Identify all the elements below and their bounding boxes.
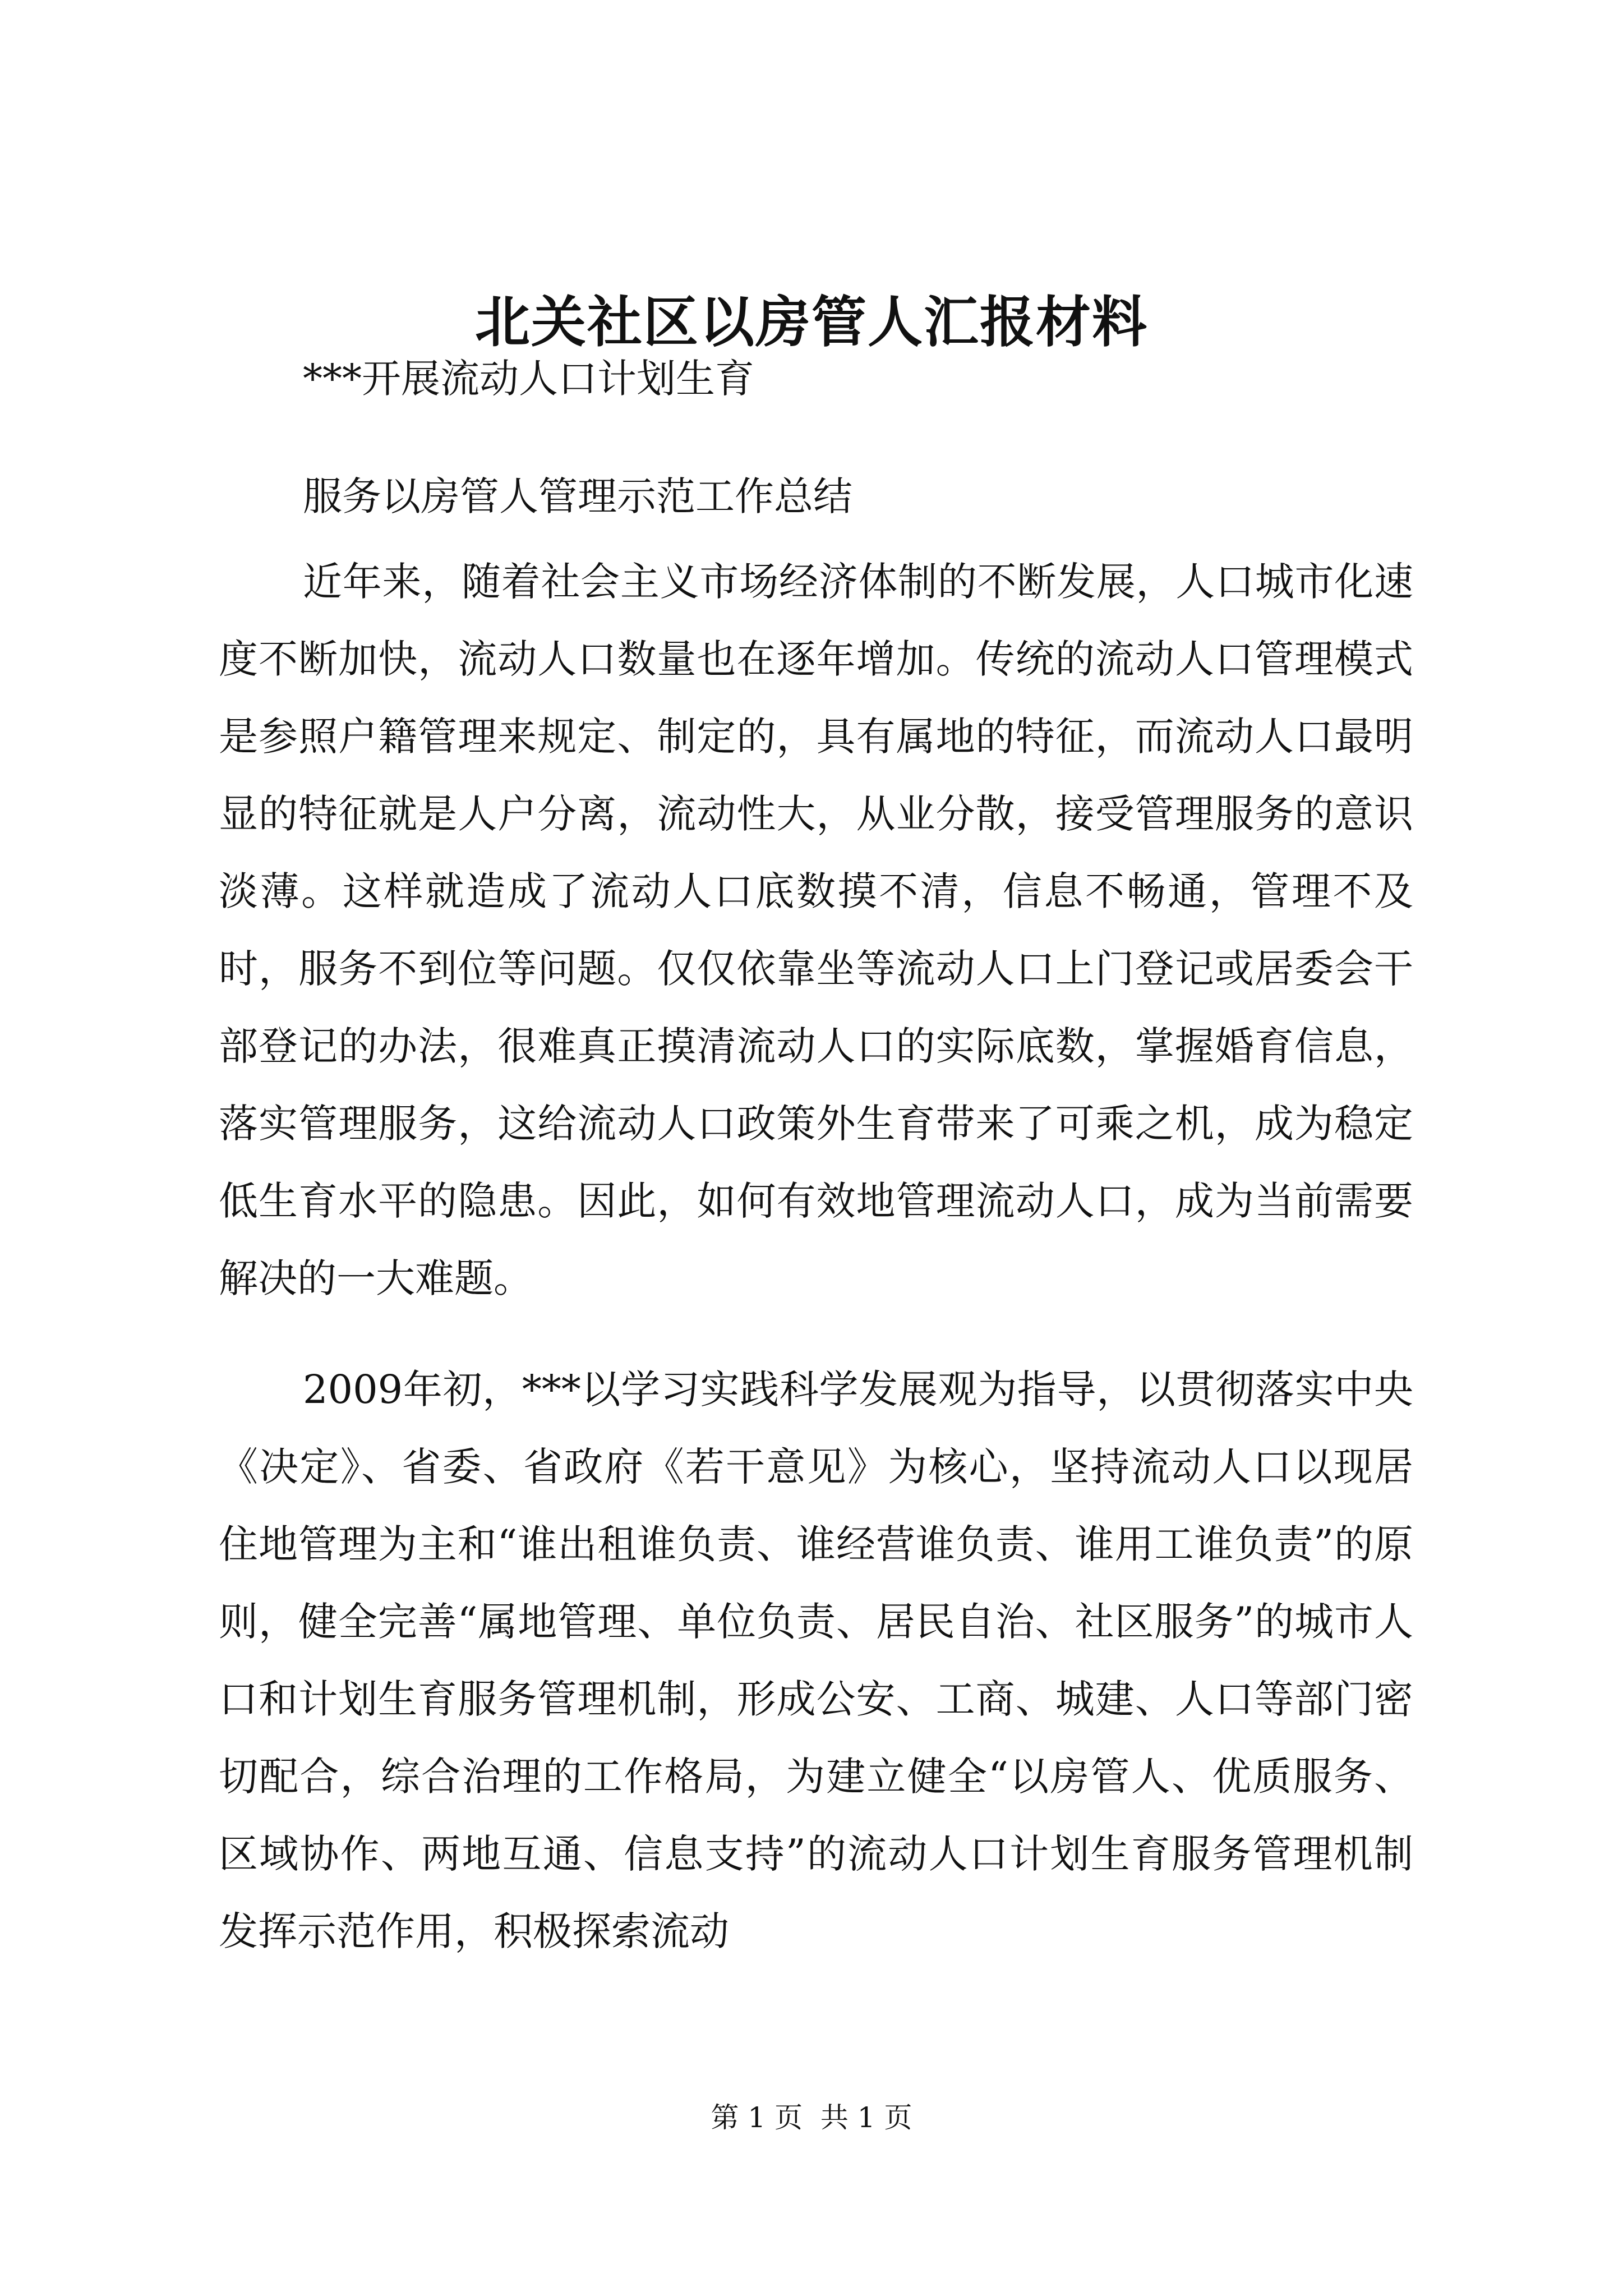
document-title: 北关社区以房管人汇报材料 [474,290,1148,355]
subtitle-line-2: 服务以房管人管理示范工作总结 [303,473,852,519]
subtitle-line-1: ***开展流动人口计划生育 [303,356,754,402]
paragraph-2: 2009年初，***以学习实践科学发展观为指导，以贯彻落实中央《决定》、省委、省政府《若干意见》为核心，坚持流动人口以现居住地管理为主和“谁出租谁负责、谁经营谁负责、谁用工谁负责”的原则，健全完善“属地管理、单位负责、居民自治、社区服务”的城市人口和计划生育服务管理机制，形成公安、工商、城建、人口等部门密切配合，综合治理的工作格局，为建立健全“以房管人、优质服务、区域协作、两地互通、信息支持”的流动人口计划生育服务管理机制发挥示范作用，积极探索流动 [219,1366,1413,1954]
page-footer: 第 1 页 共 1 页 [711,2101,912,2134]
paragraph-1: 近年来，随着社会主义市场经济体制的不断发展，人口城市化速度不断加快，流动人口数量也在逐年增加。传统的流动人口管理模式是参照户籍管理来规定、制定的，具有属地的特征，而流动人口最明显的特征就是人户分离，流动性大，从业分散，接受管理服务的意识淡薄。这样就造成了流动人口底数摸不清，信息不畅通，管理不及时，服务不到位等问题。仅仅依靠坐等流动人口上门登记或居委会干部登记的办法，很难真正摸清流动人口的实际底数，掌握婚育信息，落实管理服务，这给流动人口政策外生育带来了可乘之机，成为稳定低生育水平的隐患。因此，如何有效地管理流动人口，成为当前需要解决的一大难题。 [219,559,1413,1301]
